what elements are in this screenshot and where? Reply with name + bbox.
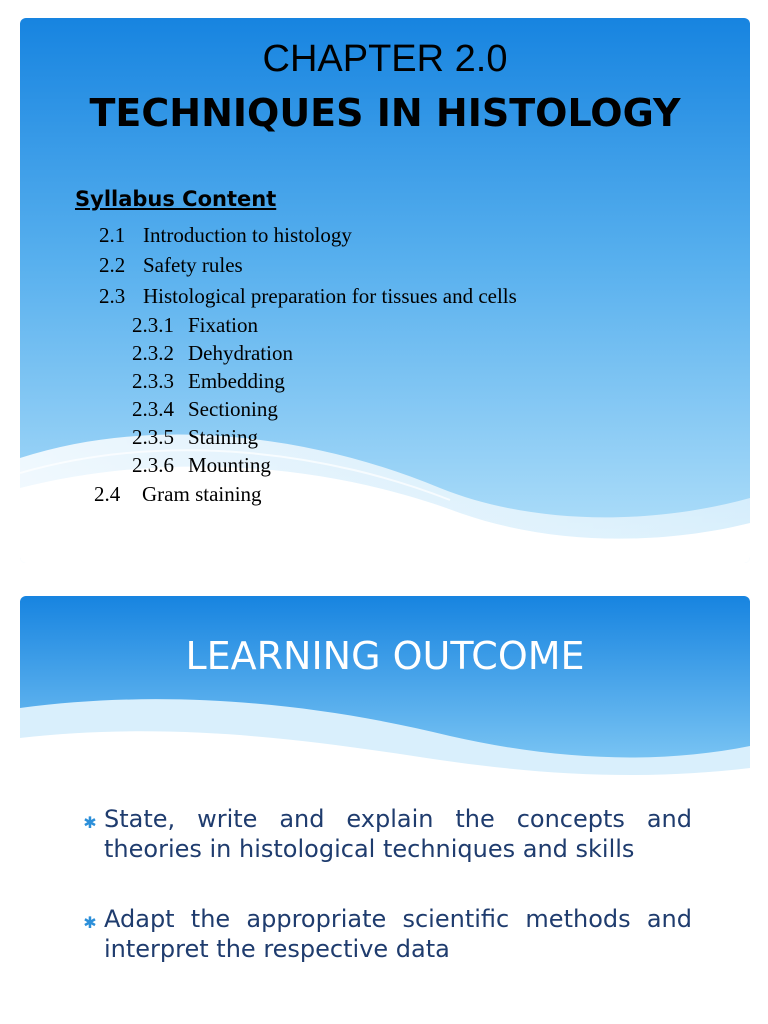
syllabus-item-text: Histological preparation for tissues and cells xyxy=(143,284,517,308)
syllabus-item-number: 2.3.5 xyxy=(132,425,174,449)
asterisk-bullet-icon: ✱ xyxy=(83,813,97,832)
syllabus-item xyxy=(99,282,517,310)
syllabus-item-text: Mounting xyxy=(188,453,271,477)
syllabus-item xyxy=(94,480,262,508)
syllabus-item-text: Fixation xyxy=(188,313,259,337)
syllabus-item-number: 2.3.4 xyxy=(132,397,174,421)
syllabus-item xyxy=(99,251,243,279)
syllabus-item-number: 2.1 xyxy=(99,223,126,247)
syllabus-item-number: 2.4 xyxy=(94,482,121,506)
syllabus-item-number: 2.3.3 xyxy=(132,369,174,393)
outcome-bullet-text: State, write and explain the concepts and theories in histological techniques and skills xyxy=(104,805,692,863)
syllabus-subitem xyxy=(132,311,258,339)
syllabus-subitem xyxy=(132,451,271,479)
syllabus-item-number: 2.3.2 xyxy=(132,341,174,365)
syllabus-item-text: Embedding xyxy=(188,369,285,393)
chapter-label: CHAPTER 2.0 xyxy=(262,38,508,80)
chapter-title: TECHNIQUES IN HISTOLOGY xyxy=(89,91,681,135)
syllabus-item-text: Gram staining xyxy=(142,482,262,506)
syllabus-item-number: 2.3 xyxy=(99,284,126,308)
syllabus-item-text: Introduction to histology xyxy=(143,223,352,247)
syllabus-item xyxy=(99,221,352,249)
syllabus-subitem xyxy=(132,367,285,395)
syllabus-item-text: Sectioning xyxy=(188,397,278,421)
syllabus-item-number: 2.3.1 xyxy=(132,313,174,337)
syllabus-subitem xyxy=(132,423,258,451)
syllabus-item-number: 2.2 xyxy=(99,253,126,277)
slide-learning-outcome xyxy=(20,596,750,1004)
slide-chapter-intro xyxy=(20,18,750,563)
syllabus-subitem xyxy=(132,339,293,367)
syllabus-item-text: Dehydration xyxy=(188,341,293,365)
learning-outcome-title: LEARNING OUTCOME xyxy=(185,634,585,678)
outcome-bullet-text: Adapt the appropriate scientific methods and interpret the respective data xyxy=(104,905,692,963)
syllabus-subitem xyxy=(132,395,278,423)
syllabus-heading: Syllabus Content xyxy=(75,187,277,211)
syllabus-item-text: Safety rules xyxy=(143,253,243,277)
syllabus-item-number: 2.3.6 xyxy=(132,453,174,477)
asterisk-bullet-icon: ✱ xyxy=(83,913,97,932)
syllabus-item-text: Staining xyxy=(188,425,259,449)
